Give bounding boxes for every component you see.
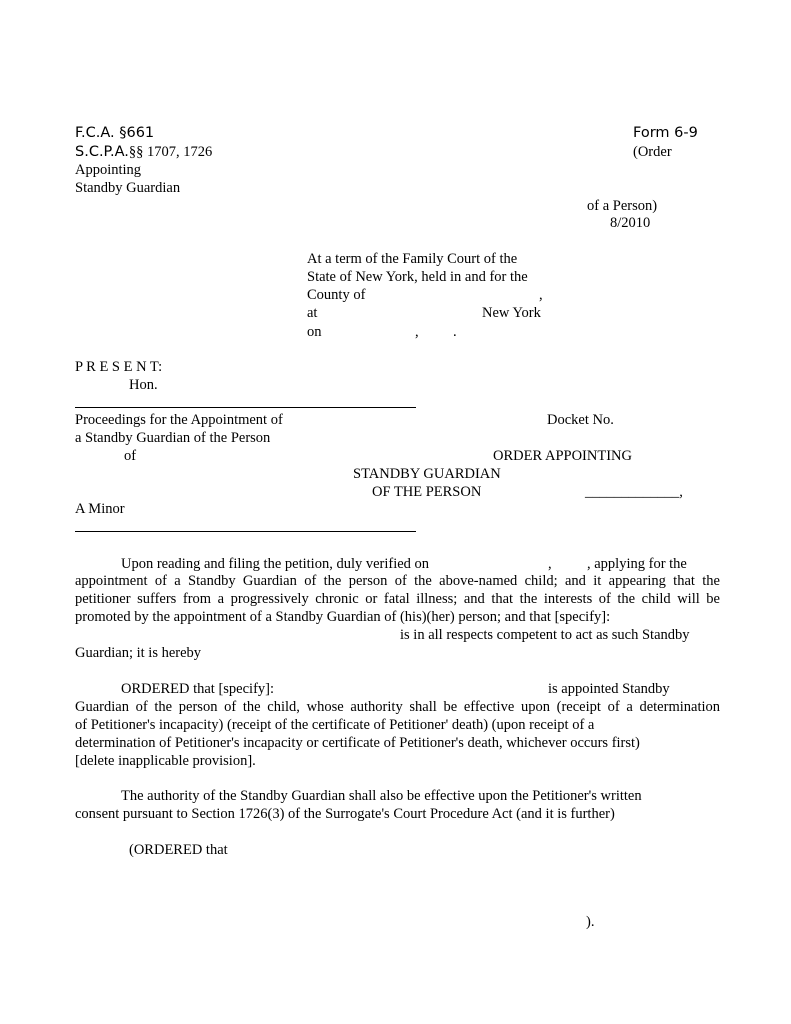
- p3-line-1: The authority of the Standby Guardian shall also be effective upon the Petitioner's written: [121, 788, 642, 804]
- p1-line-5: is in all respects competent to act as such Standby: [400, 627, 690, 643]
- caption-bottom-rule: [75, 531, 416, 532]
- court-term-line-2: State of New York, held in and for the: [307, 269, 528, 285]
- on-label: on: [307, 324, 322, 340]
- statute-scpa: [75, 143, 212, 161]
- order-title-line-3: OF THE PERSON: [372, 484, 482, 500]
- caption-minor: A Minor: [75, 501, 125, 517]
- date-period: .: [453, 324, 457, 340]
- judge-label: Hon.: [129, 377, 158, 393]
- statute-scpa-prefix: S.C.P.A.: [75, 144, 129, 160]
- p1-line-2: appointment of a Standby Guardian of the person of the above-named child; and it appearing that the: [75, 573, 720, 589]
- present-label: P R E S E N T:: [75, 359, 163, 375]
- county-label: County of: [307, 287, 366, 303]
- paragraph-2-body: [75, 698, 720, 770]
- caption-line-1: Proceedings for the Appointment of: [75, 412, 283, 428]
- p2-line-1-b: is appointed Standby: [548, 681, 670, 697]
- statute-scpa-sections: §§ 1707, 1726: [128, 144, 213, 160]
- p1-line-1-c: , applying for the: [587, 556, 687, 572]
- form-title-line-3: Standby Guardian: [75, 180, 181, 196]
- form-title-line-2: Appointing: [75, 162, 142, 178]
- p3-line-2: consent pursuant to Section 1726(3) of the Surrogate's Court Procedure Act (and it is further): [75, 806, 615, 822]
- statute-fca: F.C.A. §661: [75, 125, 155, 141]
- form-number: Form 6-9: [633, 125, 698, 141]
- p1-line-1-a: Upon reading and filing the petition, duly verified on: [121, 556, 430, 572]
- p2-line-2: Guardian of the person of the child, whose authority shall be effective upon (receipt of a determination: [75, 699, 720, 715]
- p1-line-1-b: ,: [548, 556, 552, 572]
- p2-line-1-a: ORDERED that [specify]:: [121, 681, 275, 697]
- paragraph-1-body: [75, 572, 720, 626]
- p2-line-4: determination of Petitioner's incapacity or certificate of Petitioner's death, whichever occurs first): [75, 735, 640, 751]
- p2-line-5: [delete inapplicable provision].: [75, 753, 256, 769]
- order-title-line-2: STANDBY GUARDIAN: [353, 466, 501, 482]
- court-term-line-1: At a term of the Family Court of the: [307, 251, 518, 267]
- p1-line-6: Guardian; it is hereby: [75, 645, 202, 661]
- docket-label: Docket No.: [547, 412, 614, 428]
- caption-top-rule: [75, 407, 416, 408]
- p4-close: ).: [586, 914, 595, 930]
- order-title-line-1: ORDER APPOINTING: [493, 448, 632, 464]
- county-comma: ,: [539, 287, 543, 303]
- p1-line-4: promoted by the appointment of a Standby Guardian of (his)(her) person; and that [specify]:: [75, 609, 611, 625]
- date-comma: ,: [415, 324, 419, 340]
- caption-line-2: a Standby Guardian of the Person: [75, 430, 271, 446]
- state-name: New York: [482, 305, 541, 321]
- form-title-line-4: of a Person): [587, 198, 658, 214]
- form-date: 8/2010: [610, 215, 651, 231]
- p2-line-3: of Petitioner's incapacity) (receipt of the certificate of Petitioner' death) (upon receipt of a: [75, 717, 595, 733]
- at-label: at: [307, 305, 318, 321]
- p1-line-3: petitioner suffers from a progressively chronic or fatal illness; and that the interests of the child will be: [75, 591, 720, 607]
- caption-of: of: [124, 448, 137, 464]
- docket-blank: _____________,: [585, 484, 683, 500]
- form-title-line-1: (Order: [633, 144, 672, 160]
- p4-line-1: (ORDERED that: [129, 842, 228, 858]
